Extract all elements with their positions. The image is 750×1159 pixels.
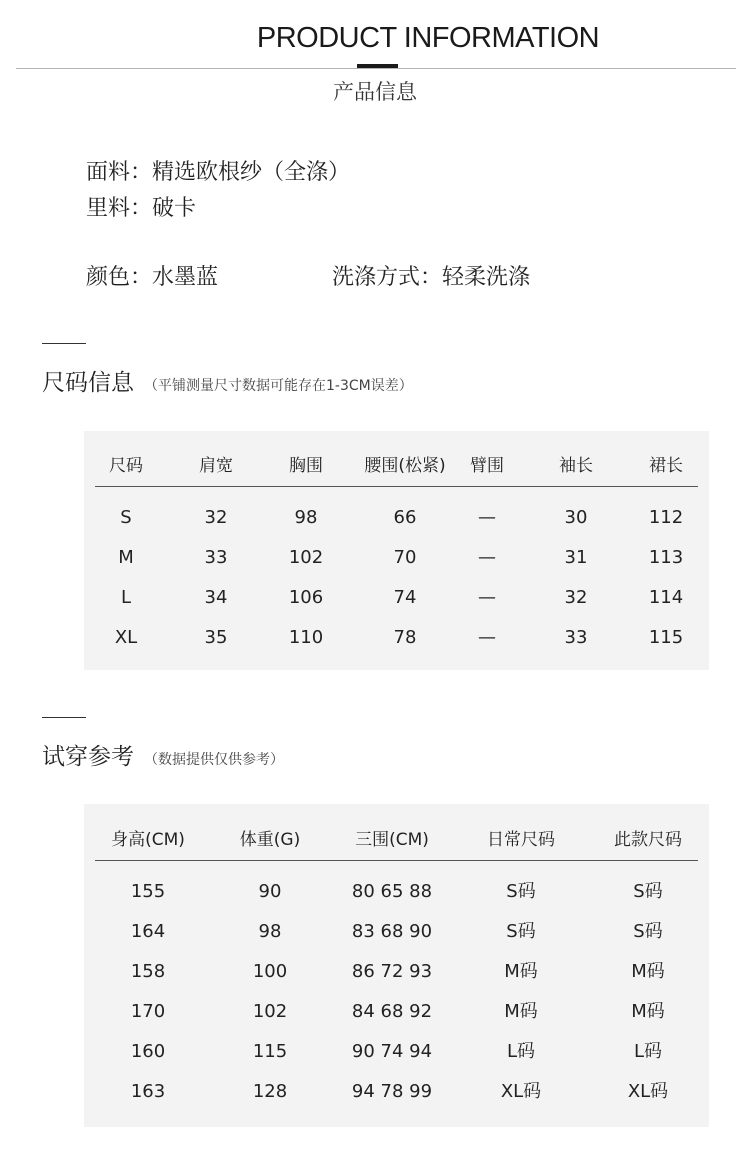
table-cell: XL	[114, 627, 138, 648]
washing-info: 洗涤方式：轻柔洗涤	[332, 265, 531, 290]
table-cell: M码	[504, 961, 538, 982]
table-cell: M码	[504, 1001, 538, 1022]
table-cell: 78	[393, 627, 417, 648]
table-cell: XL码	[627, 1081, 669, 1102]
table-row	[84, 919, 709, 945]
table-cell: 80 65 88	[351, 881, 433, 902]
table-cell: —	[478, 587, 496, 608]
table-cell: 86 72 93	[351, 961, 433, 982]
table-cell: 90	[258, 881, 282, 902]
table-cell: M码	[631, 1001, 665, 1022]
table-cell: 114	[648, 587, 684, 608]
fabric-info: 面料：精选欧根纱（全涤）	[86, 160, 351, 185]
column-header: 尺码	[109, 456, 143, 476]
fit-section-note: （数据提供仅供参考）	[144, 752, 284, 768]
table-cell: L码	[633, 1041, 663, 1062]
table-cell: 34	[204, 587, 228, 608]
table-cell: 31	[564, 547, 588, 568]
table-row	[84, 1079, 709, 1105]
table-cell: 115	[648, 627, 684, 648]
table-cell: 70	[393, 547, 417, 568]
table-cell: 30	[564, 507, 588, 528]
table-cell: S	[120, 507, 132, 528]
table-cell: M码	[631, 961, 665, 982]
table-row	[84, 545, 709, 571]
page-title: PRODUCT INFORMATION	[256, 22, 600, 54]
table-cell: S码	[506, 881, 536, 902]
size-table	[84, 431, 709, 670]
column-header: 日常尺码	[487, 830, 555, 850]
table-cell: —	[478, 507, 496, 528]
table-row	[84, 1039, 709, 1065]
table-cell: 102	[288, 547, 324, 568]
table-cell: —	[478, 547, 496, 568]
column-header: 腰围(松紧)	[364, 456, 446, 476]
table-cell: 90 74 94	[351, 1041, 433, 1062]
fit-section-rule	[42, 717, 86, 718]
column-header: 臂围	[470, 456, 504, 476]
table-cell: 94 78 99	[351, 1081, 433, 1102]
table-cell: M	[118, 547, 134, 568]
table-cell: 83 68 90	[351, 921, 433, 942]
fit-reference-table	[84, 804, 709, 1127]
table-cell: 164	[130, 921, 166, 942]
table-cell: 32	[564, 587, 588, 608]
table-cell: 128	[252, 1081, 288, 1102]
table-cell: 102	[252, 1001, 288, 1022]
table-row	[84, 959, 709, 985]
table-cell: 100	[252, 961, 288, 982]
table-cell: L	[120, 587, 132, 608]
column-header: 此款尺码	[614, 830, 682, 850]
size-section-heading	[42, 364, 413, 397]
table-row	[84, 625, 709, 651]
table-cell: 170	[130, 1001, 166, 1022]
table-cell: 106	[288, 587, 324, 608]
table-cell: 33	[204, 547, 228, 568]
size-section-title: 尺码信息	[42, 370, 134, 396]
table-cell: 163	[130, 1081, 166, 1102]
table-cell: 110	[288, 627, 324, 648]
column-header: 袖长	[559, 456, 593, 476]
table-header-divider	[95, 486, 698, 487]
table-cell: 112	[648, 507, 684, 528]
table-cell: 33	[564, 627, 588, 648]
header-accent-bar	[357, 64, 398, 68]
table-cell: S码	[633, 881, 663, 902]
table-cell: 115	[252, 1041, 288, 1062]
table-row	[84, 505, 709, 531]
table-cell: S码	[506, 921, 536, 942]
fit-section-heading	[42, 738, 284, 771]
size-section-rule	[42, 343, 86, 344]
size-section-note: （平铺测量尺寸数据可能存在1-3CM误差）	[144, 378, 413, 394]
table-cell: 66	[393, 507, 417, 528]
table-header-row	[84, 453, 709, 479]
table-row	[84, 999, 709, 1025]
table-cell: 74	[393, 587, 417, 608]
column-header: 裙长	[649, 456, 683, 476]
column-header: 三围(CM)	[355, 830, 429, 850]
table-cell: 98	[258, 921, 282, 942]
table-cell: 160	[130, 1041, 166, 1062]
table-cell: 84 68 92	[351, 1001, 433, 1022]
table-cell: 158	[130, 961, 166, 982]
header-divider	[16, 68, 736, 69]
table-cell: 155	[130, 881, 166, 902]
table-row	[84, 585, 709, 611]
table-cell: —	[478, 627, 496, 648]
page-subtitle: 产品信息	[333, 80, 417, 104]
table-cell: S码	[633, 921, 663, 942]
color-info: 颜色：水墨蓝	[86, 265, 219, 290]
column-header: 肩宽	[199, 456, 233, 476]
table-cell: 113	[648, 547, 684, 568]
table-cell: 35	[204, 627, 228, 648]
column-header: 身高(CM)	[111, 830, 185, 850]
lining-info: 里料：破卡	[86, 196, 197, 221]
table-cell: 98	[294, 507, 318, 528]
table-cell: L码	[506, 1041, 536, 1062]
column-header: 胸围	[289, 456, 323, 476]
table-header-divider	[95, 860, 698, 861]
table-row	[84, 879, 709, 905]
table-header-row	[84, 827, 709, 853]
table-cell: 32	[204, 507, 228, 528]
fit-section-title: 试穿参考	[42, 744, 134, 770]
column-header: 体重(G)	[239, 830, 301, 850]
table-cell: XL码	[500, 1081, 542, 1102]
